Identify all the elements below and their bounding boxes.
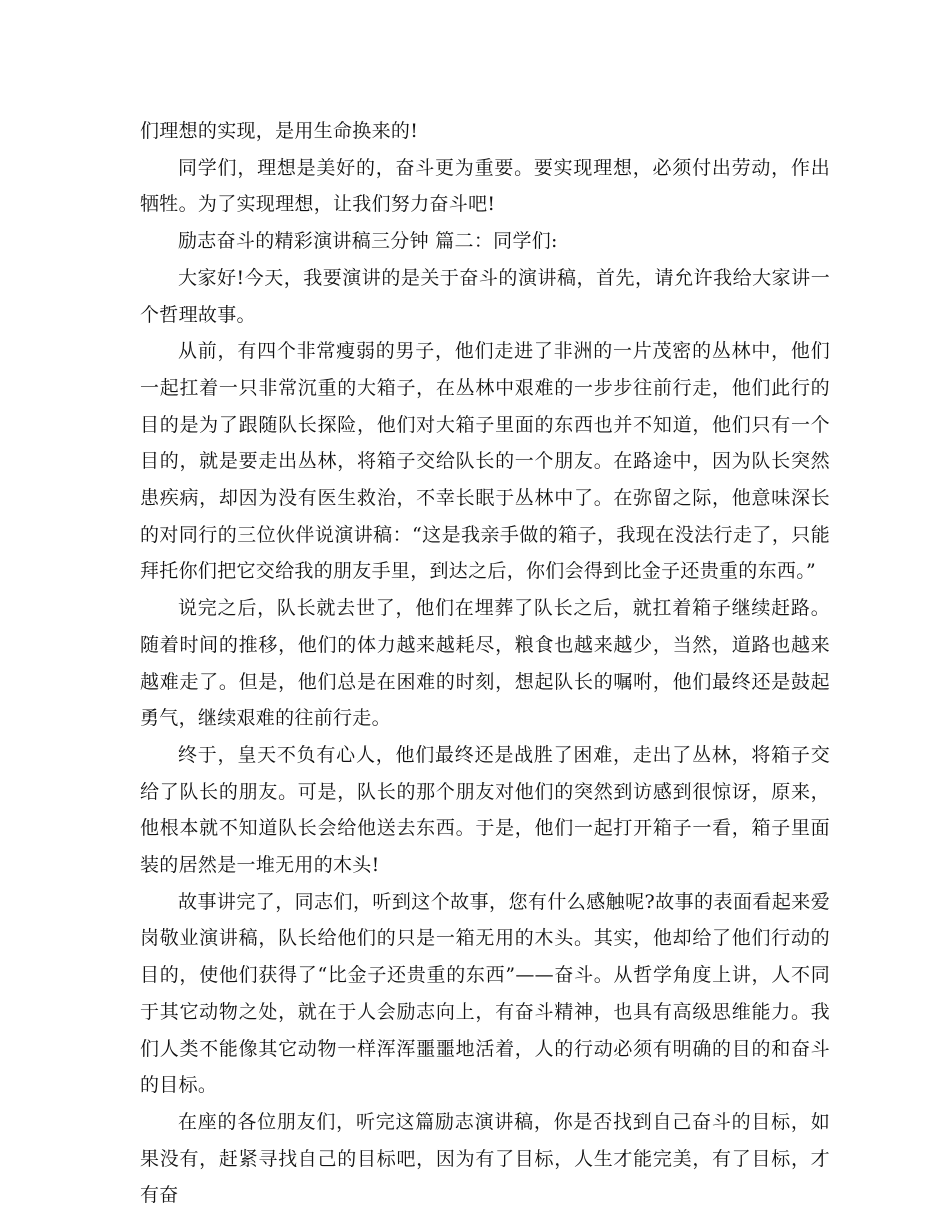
- paragraph: 同学们，理想是美好的，奋斗更为重要。要实现理想，必须付出劳动，作出牺牲。为了实现理想，让我们努力奋斗吧!: [140, 156, 830, 216]
- paragraph: 终于，皇天不负有心人，他们最终还是战胜了困难，走出了丛林，将箱子交给了队长的朋友。可是，队长的那个朋友对他们的突然到访感到很惊讶，原来，他根本就不知道队长会给他送去东西。于是，他们一起打开箱子一看，箱子里面装的居然是一堆无用的木头!: [140, 743, 830, 877]
- paragraph: 在座的各位朋友们，听完这篇励志演讲稿，你是否找到自己奋斗的目标，如果没有，赶紧寻找自己的目标吧，因为有了目标，人生才能完美，有了目标，才有奋: [140, 1110, 830, 1207]
- paragraph: 大家好!今天，我要演讲的是关于奋斗的演讲稿，首先，请允许我给大家讲一个哲理故事。: [140, 266, 830, 326]
- paragraph: 从前，有四个非常瘦弱的男子，他们走进了非洲的一片茂密的丛林中，他们一起扛着一只非常沉重的大箱子，在丛林中艰难的一步步往前行走，他们此行的目的是为了跟随队长探险，他们对大箱子里面的东西也并不知道，他们只有一个目的，就是要走出丛林，将箱子交给队长的一个朋友。在路途中，因为队长突然患疾病，却因为没有医生救治，不幸长眠于丛林中了。在弥留之际，他意味深长的对同行的三位伙伴说演讲稿：“这是我亲手做的箱子，我现在没法行走了，只能拜托你们把它交给我的朋友手里，到达之后，你们会得到比金子还贵重的东西。”: [140, 340, 830, 583]
- paragraph: 说完之后，队长就去世了，他们在埋葬了队长之后，就扛着箱子继续赶路。随着时间的推移，他们的体力越来越耗尽，粮食也越来越少，当然，道路也越来越难走了。但是，他们总是在困难的时刻，想起队长的嘱咐，他们最终还是鼓起勇气，继续艰难的往前行走。: [140, 597, 830, 730]
- document-body: [140, 113, 830, 1214]
- paragraph-continuation: 们理想的实现，是用生命换来的!: [140, 120, 419, 142]
- paragraph: 故事讲完了，同志们，听到这个故事，您有什么感触呢?故事的表面看起来爱岗敬业演讲稿，队长给他们的只是一箱无用的木头。其实，他却给了他们行动的目的，使他们获得了“比金子还贵重的东西”——奋斗。从哲学角度上讲，人不同于其它动物之处，就在于人会励志向上，有奋斗精神，也具有高级思维能力。我们人类不能像其它动物一样浑浑噩噩地活着，人的行动必须有明确的目的和奋斗的目标。: [140, 890, 830, 1097]
- section-heading: 励志奋斗的精彩演讲稿三分钟 篇二：同学们:: [178, 230, 558, 253]
